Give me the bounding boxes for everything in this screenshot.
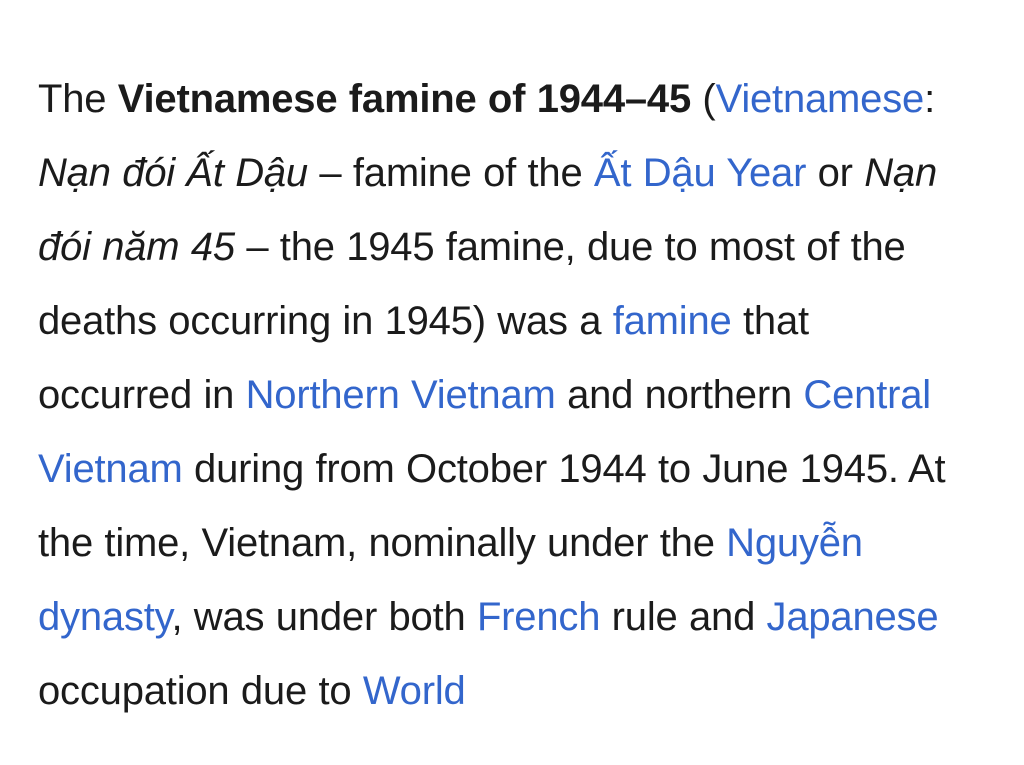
link-vietnamese[interactable]: Vietnamese bbox=[715, 77, 925, 121]
link-nguyen-dynasty[interactable]: Nguyễn dynasty bbox=[38, 521, 863, 639]
lead-paragraph bbox=[38, 62, 968, 728]
text-segment: during from October 1944 to June 1945. At the time, Vietnam, nominally under the bbox=[38, 447, 946, 565]
text-segment: or bbox=[806, 151, 865, 195]
link-famine[interactable]: famine bbox=[612, 299, 732, 343]
link-at-dau-year[interactable]: Ất Dậu Year bbox=[593, 151, 807, 195]
link-central-vietnam[interactable]: Central Vietnam bbox=[38, 373, 931, 491]
link-french[interactable]: French bbox=[476, 595, 601, 639]
article-title-bold: Vietnamese famine of 1944–45 bbox=[117, 77, 692, 121]
text-segment: The bbox=[38, 77, 118, 121]
text-segment: , was under both bbox=[171, 595, 477, 639]
text-segment: rule and bbox=[600, 595, 767, 639]
link-world[interactable]: World bbox=[362, 669, 466, 713]
link-northern-vietnam[interactable]: Northern Vietnam bbox=[245, 373, 556, 417]
text-segment: : bbox=[924, 77, 935, 121]
italic-nan-doi-at-dau: Nạn đói Ất Dậu bbox=[38, 151, 308, 195]
text-segment: – famine of the bbox=[307, 151, 594, 195]
link-japanese[interactable]: Japanese bbox=[766, 595, 939, 639]
text-segment: – the 1945 famine, due to most of the deaths occurring in 1945) was a bbox=[38, 225, 906, 343]
italic-nan-doi-nam-45: Nạn đói năm 45 bbox=[38, 151, 937, 269]
text-segment: and northern bbox=[555, 373, 804, 417]
text-segment: that occurred in bbox=[38, 299, 809, 417]
text-segment: ( bbox=[691, 77, 716, 121]
text-segment: occupation due to bbox=[38, 669, 363, 713]
